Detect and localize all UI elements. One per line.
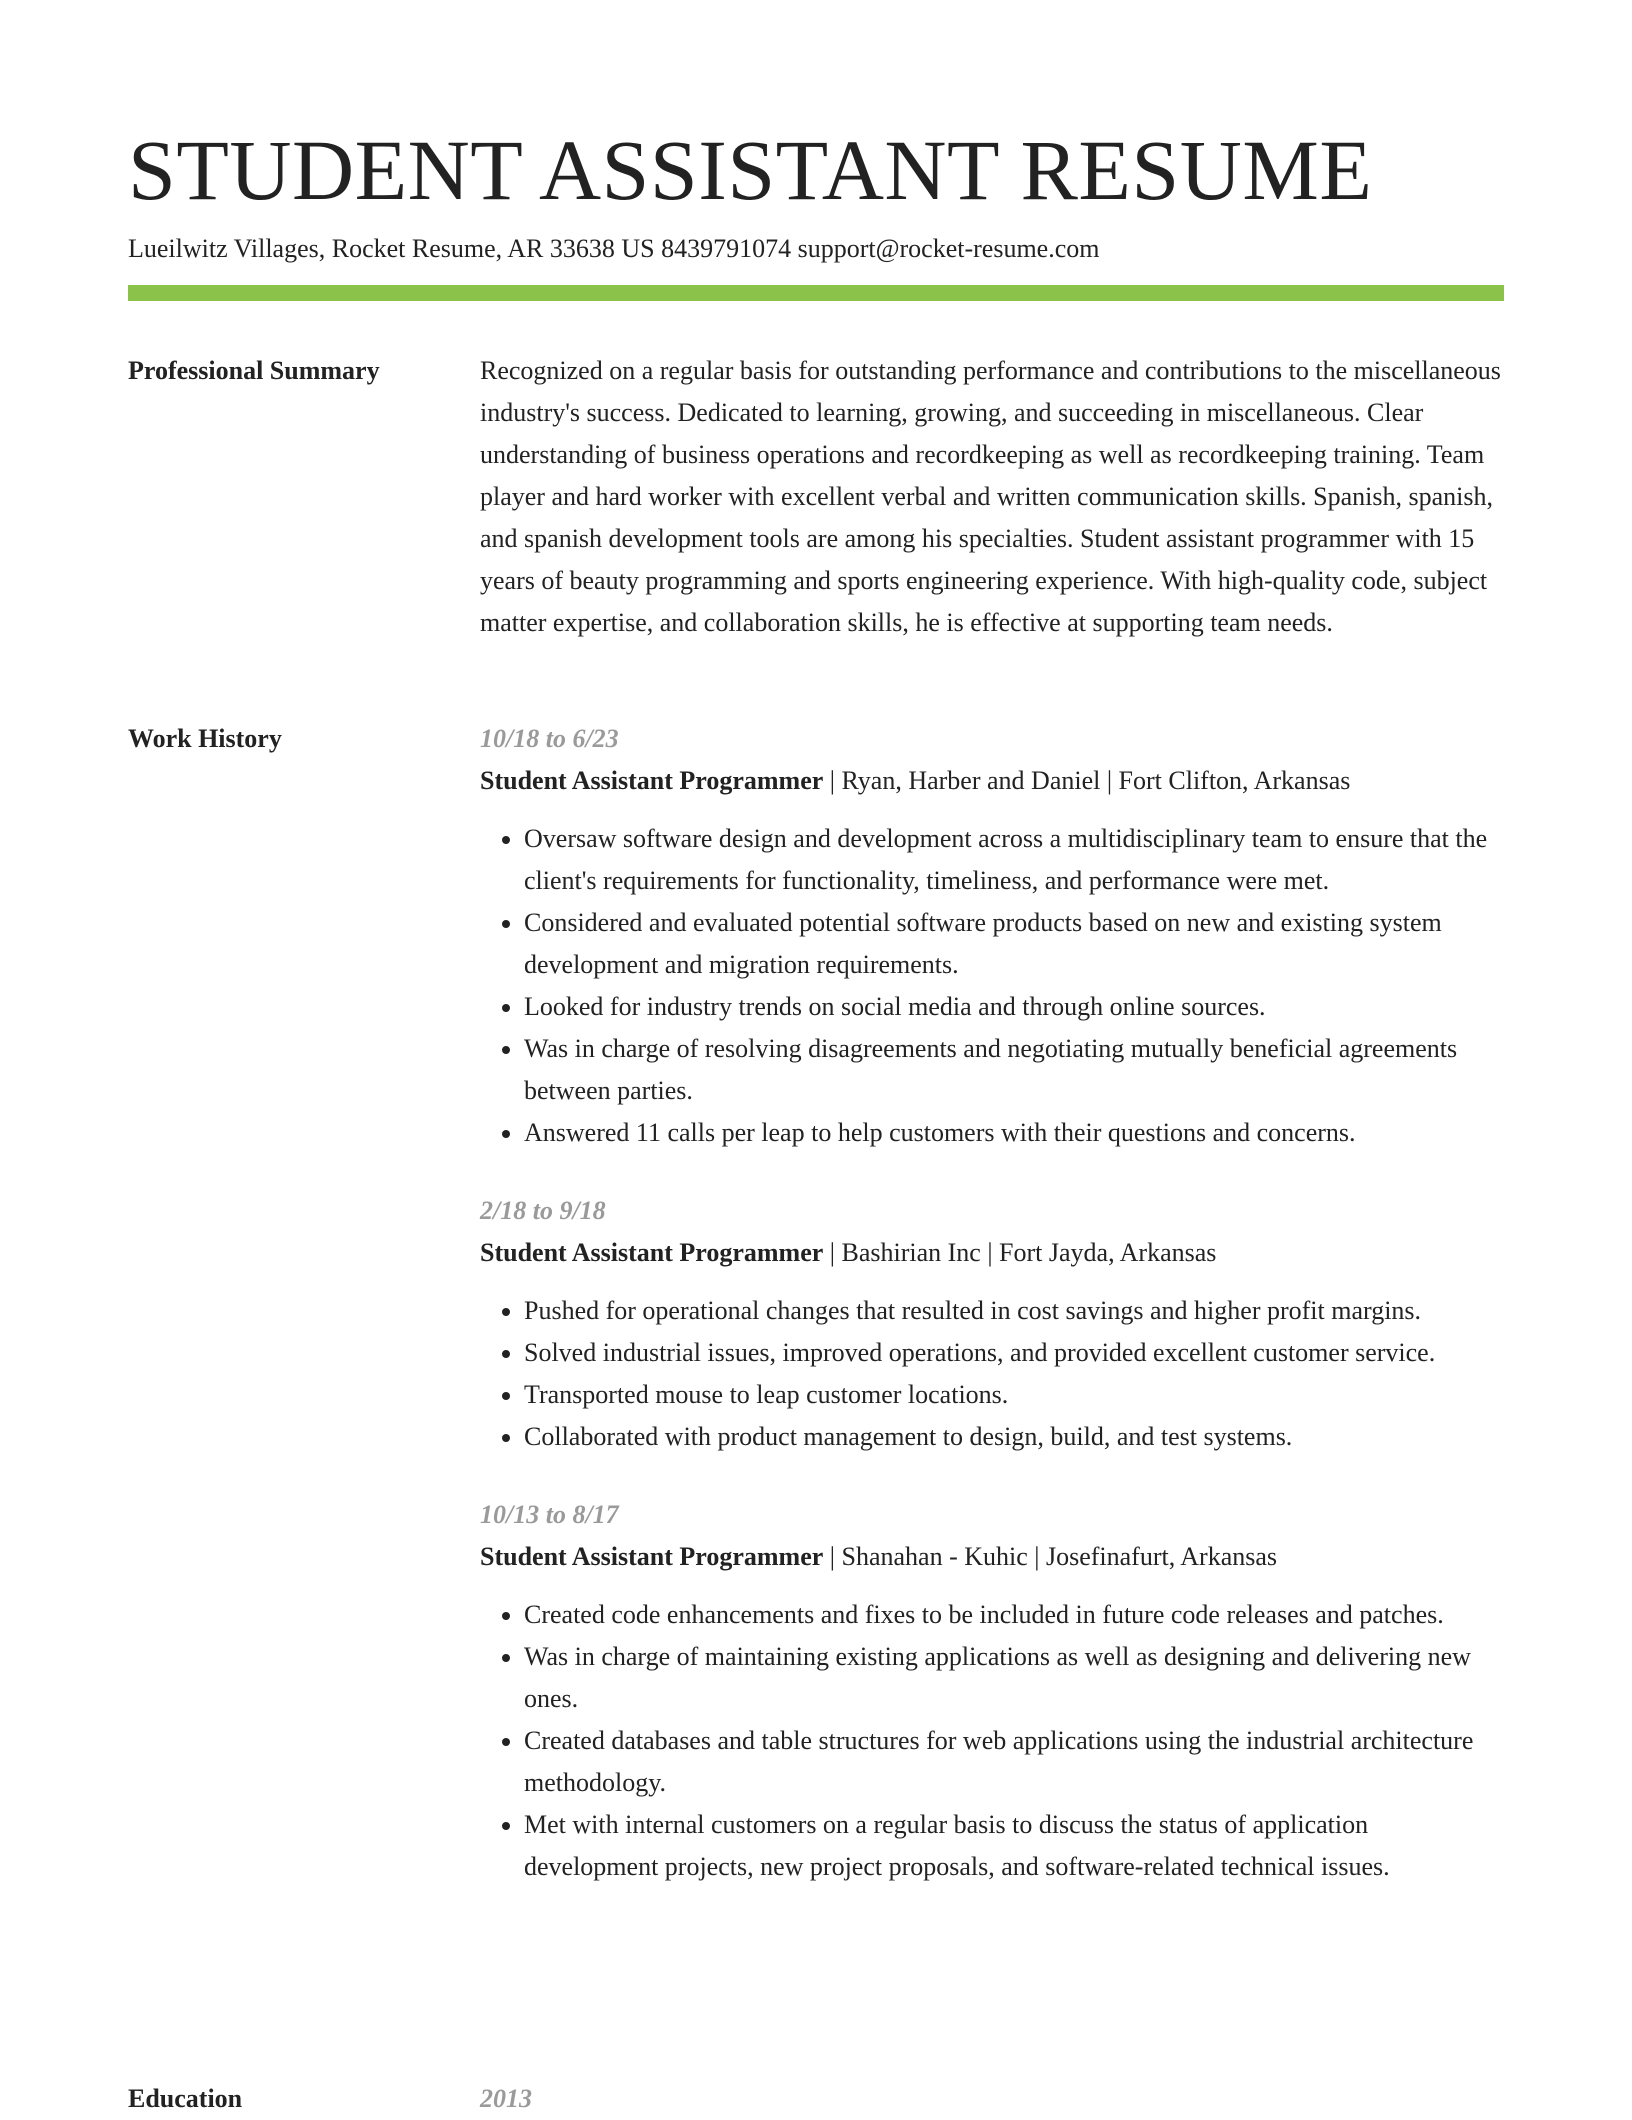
job-bullet: • Collaborated with product management to design, build, and test systems. xyxy=(524,1416,1504,1458)
job-heading xyxy=(480,760,1504,802)
job-dates: 2/18 to 9/18 xyxy=(480,1196,606,1225)
job-bullets xyxy=(480,1290,1504,1458)
job-bullet: • Solved industrial issues, improved operations, and provided excellent customer service. xyxy=(524,1332,1504,1374)
job-company-location: | Ryan, Harber and Daniel | Fort Clifton, Arkansas xyxy=(823,766,1351,795)
job-heading xyxy=(480,1536,1504,1578)
work-history-body xyxy=(480,718,1504,1924)
job-title: Student Assistant Programmer xyxy=(480,1238,824,1267)
job-company-location: | Bashirian Inc | Fort Jayda, Arkansas xyxy=(823,1238,1217,1267)
accent-divider xyxy=(128,285,1504,301)
job-bullet: • Answered 11 calls per leap to help customers with their questions and concerns. xyxy=(524,1112,1504,1154)
contact-line: Lueilwitz Villages, Rocket Resume, AR 33638 US 8439791074 support@rocket-resume.com xyxy=(128,234,1100,263)
summary-label: Professional Summary xyxy=(128,356,380,385)
job-bullet: • Considered and evaluated potential software products based on new and existing system development and migration requirements. xyxy=(524,902,1504,986)
resume-title: STUDENT ASSISTANT RESUME xyxy=(128,122,1373,218)
job-bullet: • Transported mouse to leap customer locations. xyxy=(524,1374,1504,1416)
job-company-location: | Shanahan - Kuhic | Josefinafurt, Arkansas xyxy=(823,1542,1278,1571)
education-body xyxy=(480,2078,1504,2120)
job-bullets xyxy=(480,818,1504,1154)
job-bullets xyxy=(480,1594,1504,1888)
job-entry xyxy=(480,1494,1504,1888)
work-history-label: Work History xyxy=(128,724,282,753)
job-bullet: • Met with internal customers on a regular basis to discuss the status of application development projects, new project proposals, and software-related technical issues. xyxy=(524,1804,1504,1888)
job-bullet: • Created code enhancements and fixes to be included in future code releases and patches. xyxy=(524,1594,1504,1636)
job-bullet: • Was in charge of resolving disagreements and negotiating mutually beneficial agreements between parties. xyxy=(524,1028,1504,1112)
job-bullet: • Oversaw software design and development across a multidisciplinary team to ensure that the client's requirements for functionality, timeliness, and performance were met. xyxy=(524,818,1504,902)
job-bullet: • Pushed for operational changes that resulted in cost savings and higher profit margins. xyxy=(524,1290,1504,1332)
job-dates: 10/18 to 6/23 xyxy=(480,724,619,753)
summary-body xyxy=(480,350,1504,644)
job-bullet: • Looked for industry trends on social media and through online sources. xyxy=(524,986,1504,1028)
job-heading xyxy=(480,1232,1504,1274)
job-entry xyxy=(480,1190,1504,1458)
summary-text: Recognized on a regular basis for outstanding performance and contributions to the miscellaneous industry's success. Dedicated to learning, growing, and succeeding in miscellaneous. Clear understanding of business operations and recordkeeping as well as recordkeeping training. Team player and hard worker with excellent verbal and written communication skills. Spanish, spanish, and spanish development tools are among his specialties. Student assistant programmer with 15 years of beauty programming and sports engineering experience. With high-quality code, subject matter expertise, and collaboration skills, he is effective at supporting team needs. xyxy=(480,356,1501,637)
job-title: Student Assistant Programmer xyxy=(480,1542,824,1571)
job-dates: 10/13 to 8/17 xyxy=(480,1500,619,1529)
job-title: Student Assistant Programmer xyxy=(480,766,824,795)
job-entry xyxy=(480,718,1504,1154)
job-bullet: • Created databases and table structures for web applications using the industrial architecture methodology. xyxy=(524,1720,1504,1804)
job-bullet: • Was in charge of maintaining existing applications as well as designing and delivering new ones. xyxy=(524,1636,1504,1720)
education-dates: 2013 xyxy=(480,2084,532,2113)
education-label: Education xyxy=(128,2084,243,2113)
